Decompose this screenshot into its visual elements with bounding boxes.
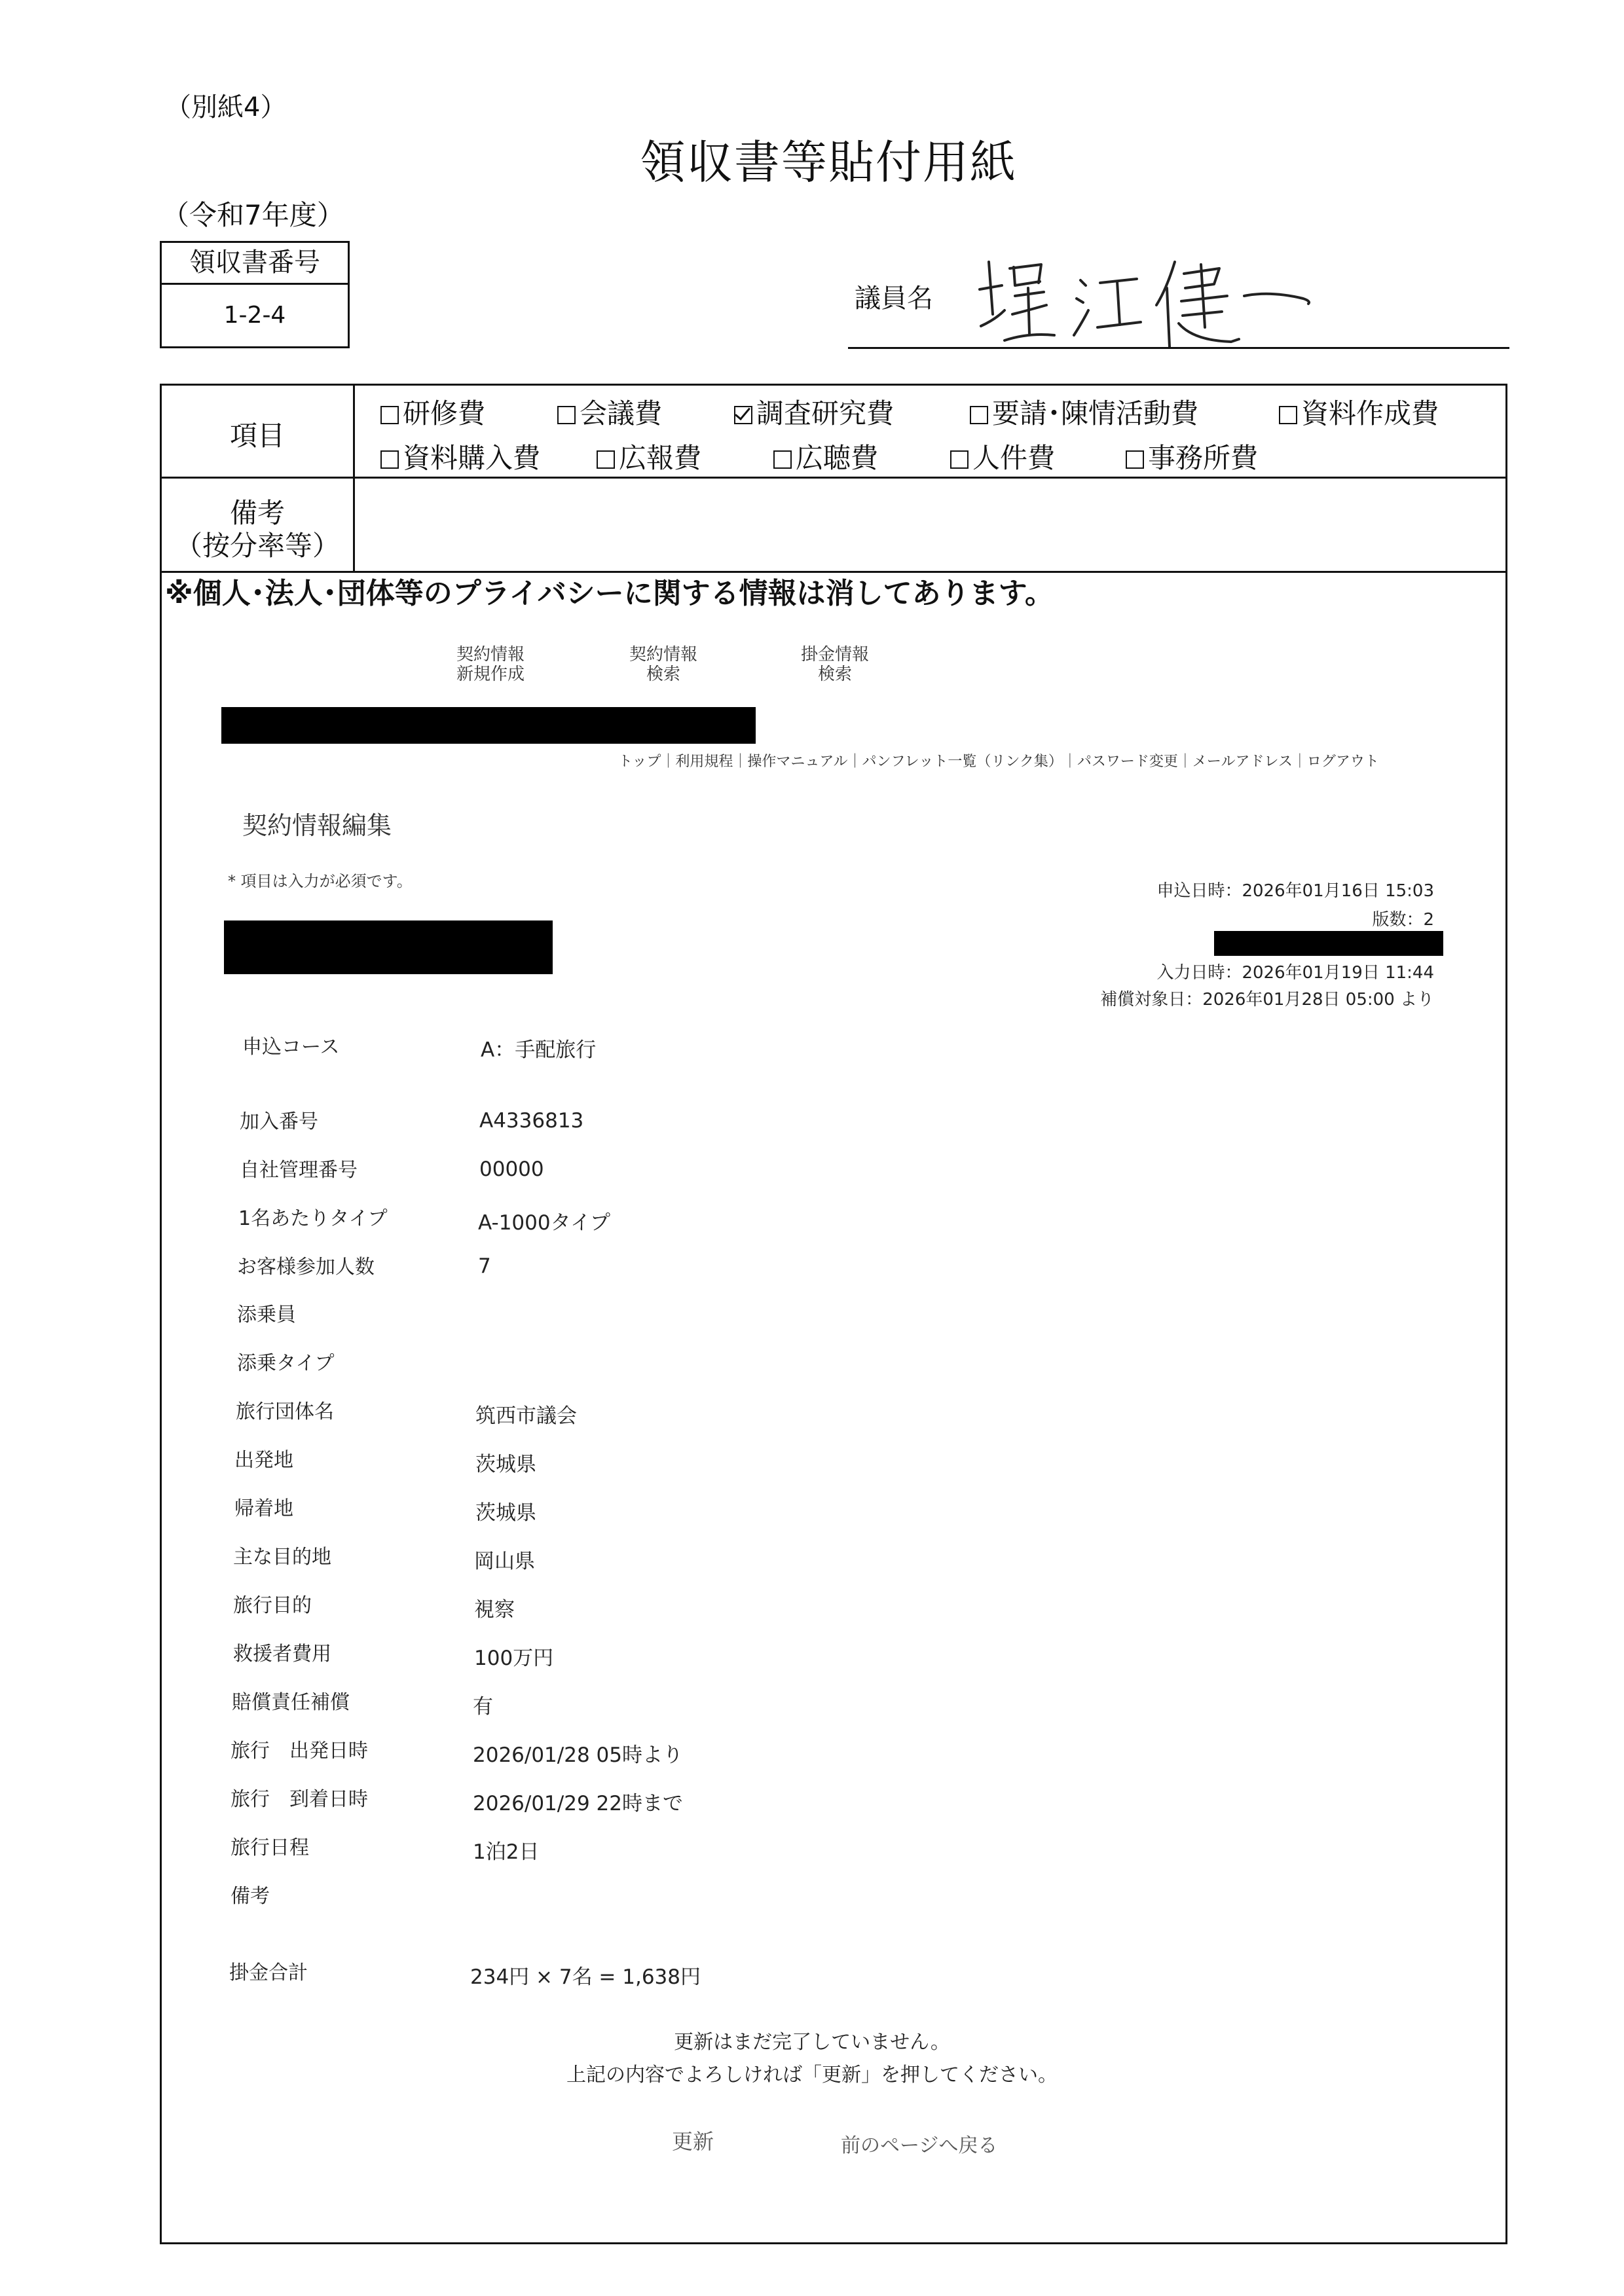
- field-value: 1泊2日: [473, 1840, 540, 1864]
- checkbox-icon: [950, 450, 969, 469]
- privacy-notice: ※個人･法人･団体等のプライバシーに関する情報は消してあります。: [165, 577, 1054, 610]
- field-label: 帰着地: [234, 1497, 293, 1520]
- field-value: 筑西市議会: [475, 1404, 577, 1428]
- category-petition[interactable]: 要請･陳情活動費: [970, 392, 1198, 431]
- premium-total-value: 234円 × 7名 = 1,638円: [470, 1965, 701, 1989]
- version-number: 版数：2: [1372, 910, 1434, 930]
- checked-checkbox-icon: [734, 406, 752, 424]
- category-research[interactable]: 調査研究費: [734, 392, 894, 431]
- field-value: 岡山県: [474, 1550, 535, 1573]
- field-label: 旅行 到着日時: [231, 1788, 368, 1811]
- category-office[interactable]: 事務所費: [1126, 437, 1258, 476]
- field-label: お客様参加人数: [237, 1256, 375, 1279]
- category-document-creation[interactable]: 資料作成費: [1279, 392, 1439, 431]
- field-label: 旅行日程: [231, 1836, 309, 1859]
- coverage-start: 補償対象日：2026年01月28日 05:00 より: [1100, 990, 1434, 1010]
- field-value: 100万円: [474, 1647, 554, 1670]
- required-note: * 項目は入力が必須です。: [228, 872, 413, 890]
- field-label: 旅行 出発日時: [231, 1740, 368, 1762]
- category-public-hearing[interactable]: 広聴費: [773, 437, 878, 476]
- field-value: 7: [478, 1254, 491, 1278]
- notes-label: 備考: [229, 497, 285, 529]
- category-document-purchase[interactable]: 資料購入費: [380, 437, 540, 476]
- update-button[interactable]: 更新: [672, 2129, 714, 2154]
- category-personnel[interactable]: 人件費: [950, 437, 1055, 476]
- member-name-label: 議員名: [855, 283, 933, 314]
- field-label: 加入番号: [240, 1110, 318, 1133]
- field-label: 1名あたりタイプ: [238, 1207, 388, 1230]
- fiscal-year: （令和7年度）: [162, 199, 344, 231]
- field-value: A：手配旅行: [481, 1038, 597, 1062]
- checkbox-icon: [773, 450, 792, 469]
- checkbox-icon: [1279, 406, 1297, 424]
- applied-at: 申込日時：2026年01月16日 15:03: [1156, 881, 1434, 901]
- field-label: 旅行目的: [233, 1594, 312, 1617]
- receipt-number-label: 領収書番号: [162, 243, 348, 285]
- nav-new-contract[interactable]: 契約情報 新規作成: [456, 645, 525, 684]
- checkbox-icon: [557, 406, 576, 424]
- member-signature: [976, 242, 1316, 354]
- document-title: 領収書等貼付用紙: [640, 136, 1017, 189]
- field-label: 主な目的地: [233, 1546, 331, 1569]
- field-value: 有: [473, 1695, 493, 1719]
- field-label: 添乗タイプ: [237, 1352, 335, 1375]
- field-label: 添乗員: [237, 1303, 296, 1326]
- field-label: 自社管理番号: [240, 1159, 358, 1182]
- section-title: 契約情報編集: [242, 811, 392, 840]
- item-label: 項目: [229, 420, 285, 452]
- field-label: 賠償責任補償: [232, 1691, 350, 1714]
- field-value: A-1000タイプ: [478, 1211, 611, 1235]
- field-value: 茨城県: [475, 1453, 536, 1476]
- notes-sublabel: （按分率等）: [174, 530, 340, 562]
- field-value: 00000: [479, 1157, 544, 1181]
- entered-at: 入力日時：2026年01月19日 11:44: [1156, 963, 1434, 983]
- nav-search-contract[interactable]: 契約情報 検索: [629, 645, 697, 684]
- notes-row: [162, 479, 1505, 573]
- field-label: 救援者費用: [233, 1643, 331, 1666]
- update-instruction-message: 上記の内容でよろしければ「更新」を押してください。: [566, 2064, 1058, 2086]
- item-row: [162, 386, 1505, 479]
- receipt-number-box: [160, 241, 350, 348]
- field-label: 申込コース: [242, 1036, 340, 1059]
- back-link[interactable]: 前のページへ戻る: [841, 2134, 998, 2157]
- field-value: 視察: [474, 1598, 515, 1622]
- annex-label: （別紙4）: [165, 92, 287, 122]
- redaction-bar: [221, 707, 756, 744]
- field-value: A4336813: [479, 1109, 584, 1133]
- update-incomplete-message: 更新はまだ完了していません。: [674, 2031, 950, 2054]
- field-value: 2026/01/28 05時より: [473, 1743, 683, 1767]
- checkbox-icon: [380, 406, 399, 424]
- nav-search-premium[interactable]: 掛金情報 検索: [800, 645, 869, 684]
- field-label: 出発地: [234, 1449, 293, 1472]
- checkbox-icon: [1126, 450, 1144, 469]
- receipt-number: 1-2-4: [223, 302, 286, 329]
- category-meeting[interactable]: 会議費: [557, 392, 662, 431]
- field-value: 2026/01/29 22時まで: [473, 1792, 683, 1815]
- premium-total-label: 掛金合計: [229, 1961, 308, 1984]
- checkbox-icon: [380, 450, 399, 469]
- field-value: 茨城県: [475, 1501, 536, 1525]
- redaction-bar: [224, 920, 553, 974]
- member-name-underline: [848, 347, 1509, 349]
- redaction-bar: [1214, 931, 1443, 956]
- checkbox-icon: [970, 406, 988, 424]
- top-links[interactable]: トップ｜利用規程｜操作マニュアル｜パンフレット一覧（リンク集）｜パスワード変更｜メールアドレス｜ログアウト: [618, 754, 1379, 770]
- category-training[interactable]: 研修費: [380, 392, 485, 431]
- field-label: 備考: [231, 1885, 270, 1908]
- category-public-relations[interactable]: 広報費: [597, 437, 701, 476]
- checkbox-icon: [597, 450, 615, 469]
- field-label: 旅行団体名: [236, 1400, 334, 1423]
